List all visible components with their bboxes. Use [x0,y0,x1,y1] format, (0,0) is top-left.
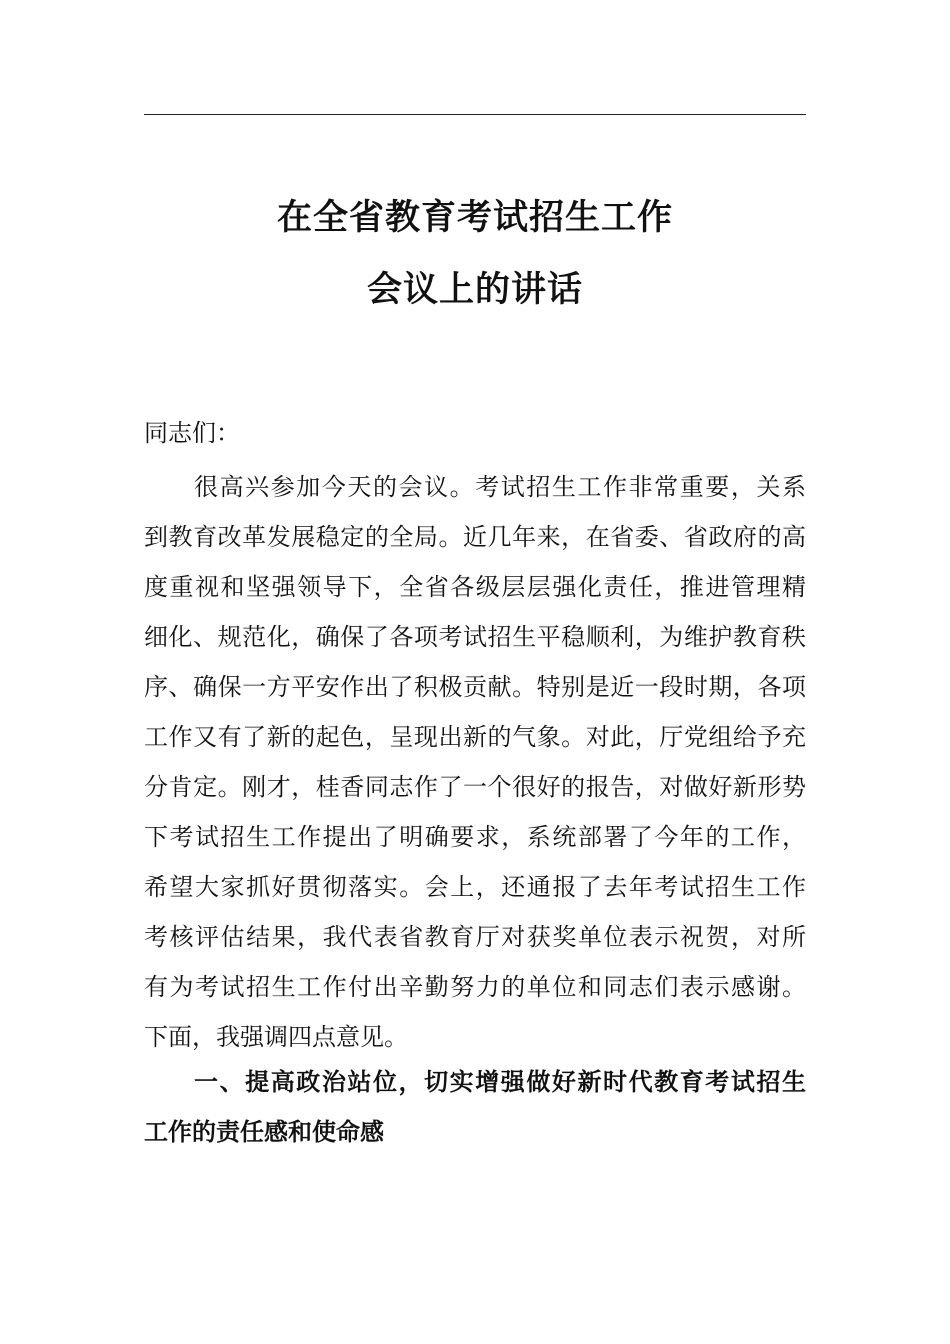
paragraph-line: 考核评估结果，我代表省教育厅对获奖单位表示祝贺，对所 [144,923,806,951]
paragraph-line: 有为考试招生工作付出辛勤努力的单位和同志们表示感谢。 [144,973,806,1001]
paragraph-line: 下面，我强调四点意见。 [144,1023,408,1051]
section-heading-line: 工作的责任感和使命感 [144,1118,384,1146]
paragraph-line: 序、确保一方平安作出了积极贡献。特别是近一段时期，各项 [144,673,806,701]
document-title-line-2: 会议上的讲话 [366,269,583,310]
section-heading-1 [144,1057,806,1157]
paragraph-line: 很高兴参加今天的会议。考试招生工作非常重要，关系 [194,473,806,501]
paragraph-line: 工作又有了新的起色，呈现出新的气象。对此，厅党组给予充 [144,723,806,751]
document-title-line-1: 在全省教育考试招生工作 [276,197,673,238]
paragraph-line: 下考试招生工作提出了明确要求，系统部署了今年的工作， [144,823,806,851]
paragraph-line: 分肯定。刚才，桂香同志作了一个很好的报告，对做好新形势 [144,773,806,801]
paragraph-line: 细化、规范化，确保了各项考试招生平稳顺利，为维护教育秩 [144,623,806,651]
salutation: 同志们： [144,419,240,447]
header-rule [144,114,806,115]
paragraph-line: 度重视和坚强领导下，全省各级层层强化责任，推进管理精 [144,573,806,601]
section-heading-line: 一、提高政治站位，切实增强做好新时代教育考试招生 [194,1068,806,1096]
opening-paragraph [144,462,806,1062]
paragraph-line: 希望大家抓好贯彻落实。会上，还通报了去年考试招生工作 [144,873,806,901]
paragraph-line: 到教育改革发展稳定的全局。近几年来，在省委、省政府的高 [144,523,806,551]
